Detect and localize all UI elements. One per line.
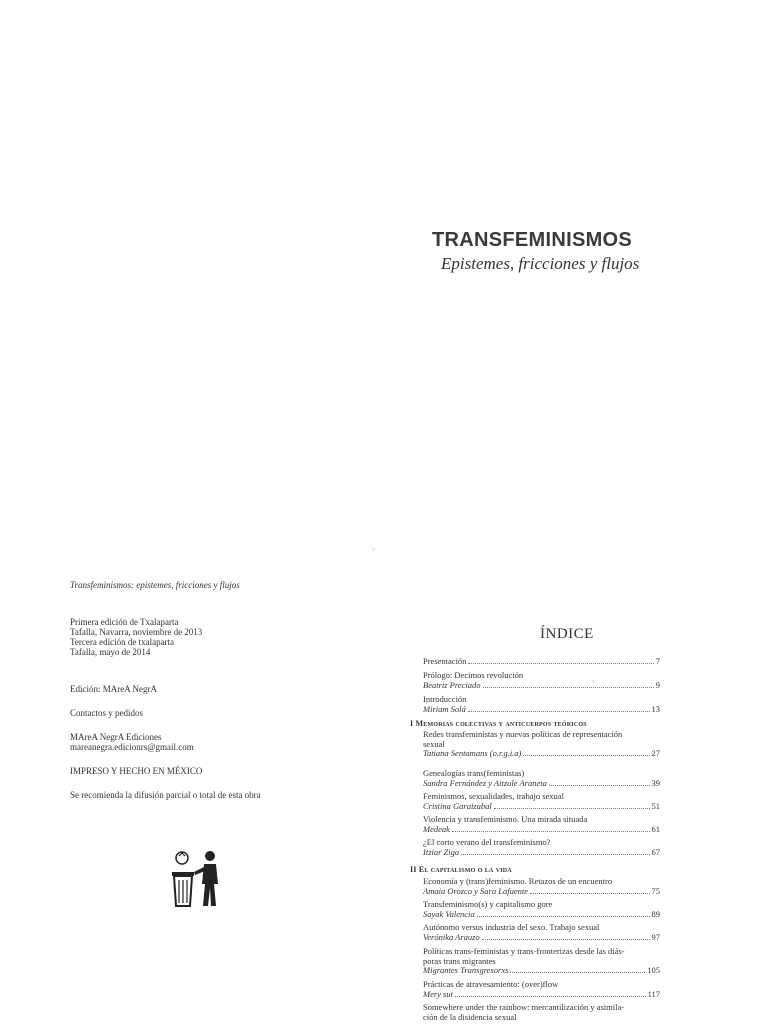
- toc-entry-author: Mery sut: [423, 988, 453, 999]
- toc-entry-page: 97: [651, 931, 660, 942]
- difusion-line: Se recomienda la difusión parcial o total de esta obra: [70, 790, 261, 800]
- toc-entry-page: 75: [651, 885, 660, 896]
- book-title: TRANSFEMINISMOS: [432, 229, 633, 251]
- edition-line: Tercera edición de txalaparta: [70, 637, 175, 647]
- book-subtitle: Epistemes, fricciones y flujos: [441, 254, 640, 273]
- toc-entry-page: 9: [655, 679, 660, 690]
- toc-entry: [423, 815, 660, 834]
- toc-entry-author: Medeak: [423, 823, 450, 834]
- toc-entry-page: 39: [651, 777, 660, 788]
- toc-entry-title: Redes transfeministas y nuevas políticas de representación: [423, 729, 623, 739]
- publisher-line: MAreA NegrA Ediciones: [70, 732, 162, 742]
- toc-entry-title: Genealogías trans(feministas): [423, 768, 525, 778]
- toc-entry: [423, 671, 660, 690]
- toc-entry-title: Presentación: [423, 656, 467, 666]
- toc-entry-page: 105: [647, 965, 660, 975]
- toc-entry-title-cont: sexual: [423, 738, 445, 749]
- edition-line: Tafalla, mayo de 2014: [70, 647, 151, 657]
- toc-entry-title: Introducción: [423, 694, 467, 704]
- toc-entry: [423, 947, 660, 976]
- toc-entry-title: Economía y (trans)feminismo. Retazos de un encuentro: [423, 876, 613, 886]
- scan-speck: [372, 548, 375, 551]
- toc-entry-page: 7: [655, 656, 660, 666]
- toc-entry-title-cont: poras trans migrantes: [423, 955, 496, 966]
- email-line: mareanegra.edicionrs@gmail.com: [70, 742, 194, 752]
- toc-entry: [423, 877, 660, 896]
- toc-entry-page: 61: [651, 823, 660, 834]
- toc-entry-title-cont: ción de la disidencia sexual: [423, 1011, 517, 1022]
- edicion-line: Edición: MAreA NegrA: [70, 684, 157, 694]
- toc-entry-title: Prólogo: Decimos revolución: [423, 670, 524, 680]
- toc-entry: [423, 769, 660, 788]
- toc-entry: [423, 730, 660, 759]
- toc-entry-author: Migrantes Transgresorxs: [423, 965, 509, 975]
- toc-entry-page: 67: [651, 846, 660, 857]
- toc-section-heading: II El capitalismo o la vida: [410, 865, 512, 874]
- toc-entry-author: Amaia Orozco y Sara Lafuente: [423, 885, 528, 896]
- toc-entry: [423, 838, 660, 857]
- edition-line: Primera edición de Txalaparta: [70, 617, 179, 627]
- toc-entry-author: Miriam Solá: [423, 703, 466, 714]
- toc-entry-title: Autónomo versus industria del sexo. Trabajo sexual: [423, 922, 600, 932]
- toc-entry: [423, 657, 660, 667]
- recycle-bin-figure-icon: [170, 850, 226, 908]
- toc-entry: [423, 695, 660, 714]
- toc-entry: [423, 923, 660, 942]
- toc-entry-title: Transfeminismo(s) y capitalismo gore: [423, 899, 553, 909]
- toc-entry: [423, 1003, 660, 1022]
- toc-entry-author: Beatriz Preciado: [423, 679, 481, 690]
- impreso-line: IMPRESO Y HECHO EN MÉXICO: [70, 766, 203, 776]
- toc-entry-title: Feminismos, sexualidades, trabajo sexual: [423, 791, 564, 801]
- colophon: [70, 580, 330, 800]
- toc-section-heading: I Memorias colectivas y anticuerpos teóricos: [410, 719, 587, 728]
- toc-entry-title: ¿El corto verano del transfeminismo?: [423, 837, 551, 847]
- toc-entry-title: Violencia y transfeminismo. Una mirada situada: [423, 814, 588, 824]
- toc-entry-author: Sayak Valencia: [423, 908, 475, 919]
- toc-entry-page: 51: [651, 800, 660, 811]
- toc-entry-author: Sandra Fernández y Aitzole Araneta: [423, 777, 547, 788]
- toc-entry: [423, 900, 660, 919]
- toc-entry-title: Políticas trans-feministas y trans-fronterizas desde las diás-: [423, 946, 625, 956]
- toc-entry-page: 27: [651, 748, 660, 758]
- colophon-book-title: Transfeminismos: epistemes, fricciones y flujos: [70, 580, 240, 590]
- toc-entry-page: 13: [651, 703, 660, 714]
- toc-entry-author: Cristina Garaizabal: [423, 800, 492, 811]
- contactos-line: Contactos y pedidos: [70, 708, 143, 718]
- edition-line: Tafalla, Navarra, noviembre de 2013: [70, 627, 203, 637]
- toc-entry-page: 117: [647, 988, 660, 999]
- toc-entry-title: Prácticas de atravesamiento: (over)flow: [423, 979, 559, 989]
- toc-entry: [423, 980, 660, 999]
- toc-entry: [423, 792, 660, 811]
- indice-heading: ÍNDICE: [540, 626, 594, 642]
- toc-entry-author: Itziar Ziga: [423, 846, 460, 857]
- toc-entry-title: Somewhere under the rainbow: mercantilización y asimila-: [423, 1002, 625, 1012]
- toc-entry-author: Tatiana Sentamans (o.r.g.i.a): [423, 748, 522, 758]
- toc-entry-page: 89: [651, 908, 660, 919]
- toc-entry-author: Verónika Arauzo: [423, 931, 480, 942]
